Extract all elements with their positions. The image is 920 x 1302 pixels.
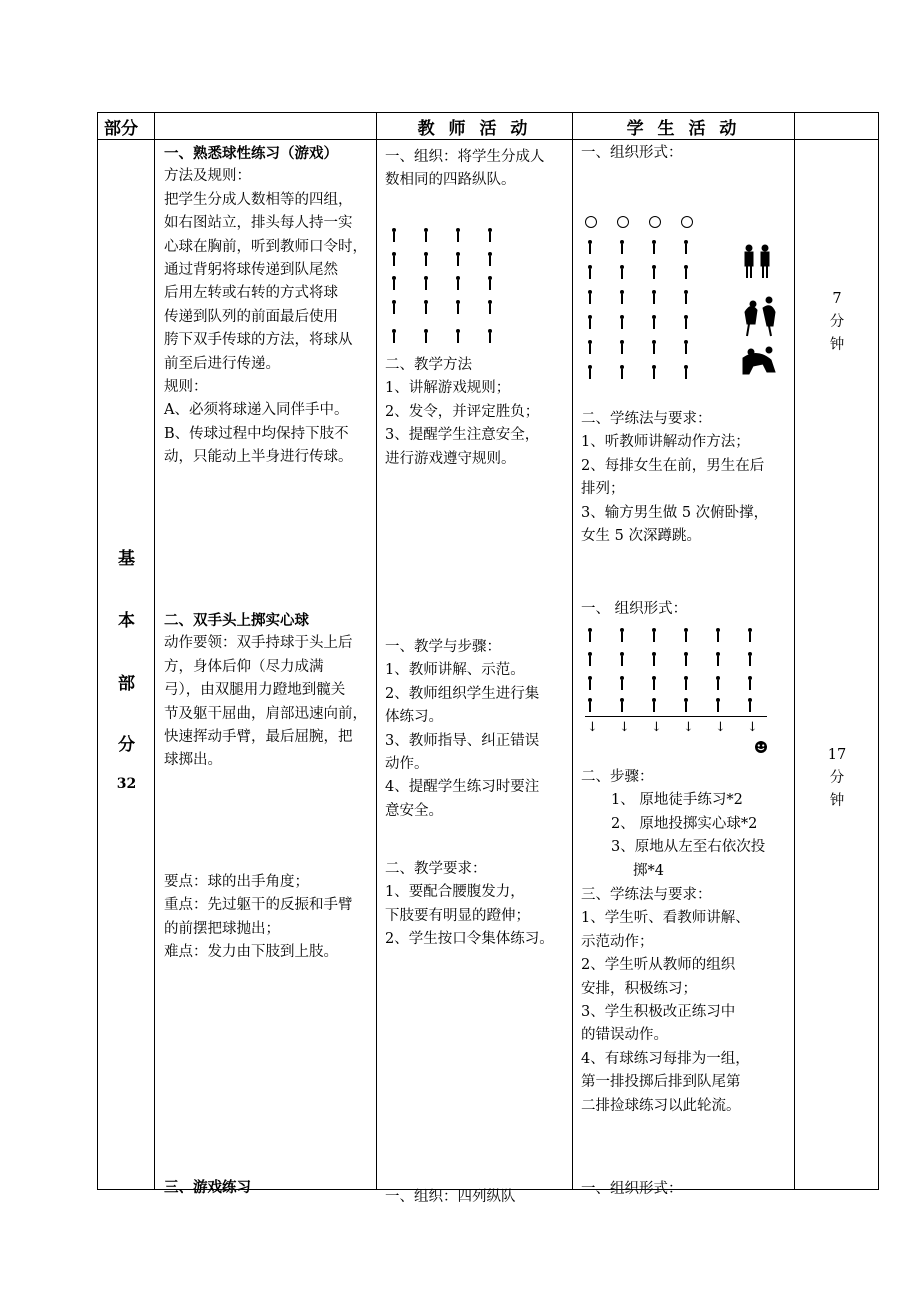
person-icon xyxy=(587,265,593,279)
circle-icon xyxy=(617,216,629,228)
teacher-step-line: 2、教师组织学生进行集 xyxy=(385,685,540,702)
student-req2-line: 4、有球练习每排为一组， xyxy=(581,1050,750,1067)
section1-line: 通过背躬将球传递到队尾然 xyxy=(164,262,338,279)
teacher-formation-diagram xyxy=(377,228,573,348)
section1-line: 后用左转或右转的方式将球 xyxy=(164,285,338,302)
person-icon xyxy=(587,698,593,712)
person-icon xyxy=(683,652,689,666)
student-req2-line: 二排捡球练习以此轮流。 xyxy=(581,1097,741,1114)
teacher-method-line: 3、提醒学生注意安全， xyxy=(385,427,540,444)
teacher-cell xyxy=(377,140,573,1205)
student-cell xyxy=(573,140,795,1197)
person-icon xyxy=(683,265,689,279)
teacher-method-line: 2、发令，并评定胜负； xyxy=(385,403,540,420)
person-icon xyxy=(455,228,461,242)
student-req2-line: 3、学生积极改正练习中 xyxy=(581,1004,736,1021)
person-icon xyxy=(619,315,625,329)
time-block-2 xyxy=(795,744,879,813)
person-icon xyxy=(455,300,461,314)
header-part: 部分 xyxy=(98,113,155,140)
section1-line: 胯下双手传球的方法，将球从 xyxy=(164,332,353,349)
person-icon xyxy=(587,340,593,354)
person-icon xyxy=(683,698,689,712)
person-icon xyxy=(619,340,625,354)
person-icon xyxy=(455,252,461,266)
person-icon xyxy=(651,365,657,379)
time-value: 17 xyxy=(827,747,847,763)
person-icon xyxy=(651,290,657,304)
time-block-1 xyxy=(795,288,879,357)
person-icon xyxy=(683,240,689,254)
person-icon xyxy=(423,276,429,290)
student-step-line: 掷*4 xyxy=(633,862,664,879)
person-icon xyxy=(391,329,397,343)
down-arrow-icon: ↓ xyxy=(747,720,758,735)
circle-icon xyxy=(585,216,597,228)
student-req2-line: 1、学生听、看教师讲解、 xyxy=(581,910,750,927)
down-arrow-icon: ↓ xyxy=(651,720,662,735)
person-icon xyxy=(747,652,753,666)
header-student: 学 生 活 动 xyxy=(573,113,795,140)
person-icon xyxy=(683,340,689,354)
teacher-org xyxy=(385,146,571,193)
person-icon xyxy=(391,252,397,266)
teacher-steps xyxy=(385,636,571,823)
section2-line: 球掷出。 xyxy=(164,752,222,769)
teacher-org-line: 一、组织：将学生分成人 xyxy=(385,149,545,165)
student-req-line: 二、学练法与要求： xyxy=(581,411,712,427)
person-icon xyxy=(487,252,493,266)
section1-line: 传递到队列的前面最后使用 xyxy=(164,308,338,325)
person-icon xyxy=(391,300,397,314)
person-icon xyxy=(487,329,493,343)
circle-icon xyxy=(681,216,693,228)
student-req2-line: 第一排投掷后排到队尾第 xyxy=(581,1074,741,1091)
section1 xyxy=(164,142,376,470)
person-icon xyxy=(619,652,625,666)
person-icon xyxy=(455,329,461,343)
person-icon xyxy=(683,628,689,642)
section1-line: 动，只能动上半身进行传球。 xyxy=(164,449,353,466)
section2-points xyxy=(164,871,376,965)
person-icon xyxy=(715,628,721,642)
person-icon xyxy=(423,300,429,314)
part-label-4: 分 xyxy=(118,735,135,755)
section1-line: A、必须将球递入同伴手中。 xyxy=(164,402,349,419)
person-icon xyxy=(651,240,657,254)
part-minutes: 32 xyxy=(116,776,137,792)
student-step-line: 2、 原地投掷实心球*2 xyxy=(611,815,758,832)
teacher-req-line: 下肢要有明显的蹬伸； xyxy=(385,907,530,924)
person-icon xyxy=(587,315,593,329)
section1-line: 方法及规则： xyxy=(164,168,251,185)
student-req-line: 排列； xyxy=(581,481,625,498)
person-icon xyxy=(683,365,689,379)
student-step-line: 3、原地从左至右依次投 xyxy=(611,839,766,856)
header-content xyxy=(155,113,377,140)
person-icon xyxy=(651,315,657,329)
person-icon xyxy=(587,290,593,304)
header-time xyxy=(795,113,879,140)
person-icon xyxy=(747,676,753,690)
section1-line: 规则： xyxy=(164,379,208,396)
point-line: 要点：球的出手角度； xyxy=(164,874,309,890)
person-icon xyxy=(715,652,721,666)
down-arrow-icon: ↓ xyxy=(715,720,726,735)
person-icon xyxy=(487,276,493,290)
student-req2-line: 三、学练法与要求： xyxy=(581,887,712,903)
person-icon xyxy=(651,676,657,690)
person-icon xyxy=(619,240,625,254)
content-cell xyxy=(155,140,377,1196)
person-icon xyxy=(423,228,429,242)
time-unit: 分 xyxy=(829,770,845,786)
teacher-req-line: 二、教学要求： xyxy=(385,861,487,877)
student-org-2: 一、 组织形式： xyxy=(581,601,688,617)
person-icon xyxy=(391,228,397,242)
point-line: 难点：发力由下肢到上肢。 xyxy=(164,944,338,961)
person-icon xyxy=(651,340,657,354)
student-formation-diagram-1 xyxy=(573,216,795,386)
teacher-org-line: 数相同的四路纵队。 xyxy=(385,172,516,189)
person-icon xyxy=(587,365,593,379)
person-icon xyxy=(715,676,721,690)
section2-title: 二、双手头上掷实心球 xyxy=(164,612,309,629)
person-icon xyxy=(619,676,625,690)
student-req2-line: 安排，积极练习； xyxy=(581,980,697,997)
student-req2-line: 2、学生听从教师的组织 xyxy=(581,957,736,974)
student-req2-line: 的错误动作。 xyxy=(581,1027,668,1044)
teacher-step-line: 1、教师讲解、示范。 xyxy=(385,662,525,679)
student-step-line: 1、 原地徒手练习*2 xyxy=(611,792,743,809)
teacher-method-line: 进行游戏遵守规则。 xyxy=(385,450,516,467)
down-arrow-icon: ↓ xyxy=(587,720,598,735)
part-label-1: 基 xyxy=(118,549,135,569)
teacher-req-line: 1、要配合腰腹发力， xyxy=(385,884,525,901)
header-teacher: 教 师 活 动 xyxy=(377,113,573,140)
section1-line: 把学生分成人数相等的四组， xyxy=(164,191,353,208)
teacher-org-3: 一、组织：四列纵队 xyxy=(385,1189,516,1205)
teacher-method xyxy=(385,354,571,471)
person-icon xyxy=(619,290,625,304)
teacher-method-line: 1、讲解游戏规则； xyxy=(385,380,511,397)
section2-line: 快速挥动手臂，最后屈腕，把 xyxy=(164,729,353,746)
time-unit: 分 xyxy=(829,314,845,330)
teacher-requirements xyxy=(385,858,571,952)
section3-title: 三、游戏练习 xyxy=(164,1179,251,1196)
student-req-line: 女生 5 次深蹲跳。 xyxy=(581,528,701,545)
person-icon xyxy=(619,265,625,279)
student-req-line: 3、输方男生做 5 次俯卧撑， xyxy=(581,504,769,521)
student-step-line: 二、步骤： xyxy=(581,769,654,785)
person-icon xyxy=(651,628,657,642)
person-icon xyxy=(587,240,593,254)
person-icon xyxy=(651,652,657,666)
time-value: 7 xyxy=(832,291,842,307)
section2-line: 方，身体后仰（尽力成满 xyxy=(164,658,324,675)
person-icon xyxy=(747,628,753,642)
section1-title: 一、熟悉球性练习（游戏） xyxy=(164,145,338,162)
ball-passing-illustration xyxy=(741,244,781,384)
section1-line: B、传球过程中均保持下肢不 xyxy=(164,425,349,442)
person-icon xyxy=(587,676,593,690)
teacher-step-line: 4、提醒学生练习时要注 xyxy=(385,779,540,796)
time-unit: 钟 xyxy=(829,337,845,353)
person-icon xyxy=(487,228,493,242)
part-label-2: 本 xyxy=(118,611,135,631)
teacher-method-line: 二、教学方法 xyxy=(385,357,472,373)
student-formation-diagram-2 xyxy=(573,628,795,758)
point-line: 的前摆把球抛出； xyxy=(164,920,280,937)
student-req2-line: 示范动作； xyxy=(581,933,654,950)
time-unit: 钟 xyxy=(829,793,845,809)
person-icon xyxy=(747,698,753,712)
section1-line: 如右图站立，排头每人持一实 xyxy=(164,215,353,232)
part-label-3: 部 xyxy=(118,674,135,694)
person-icon xyxy=(619,698,625,712)
section1-line: 心球在胸前，听到教师口令时， xyxy=(164,238,367,255)
student-org-3: 一、组织形式： xyxy=(581,1181,683,1197)
student-requirements-1 xyxy=(581,408,793,548)
person-icon xyxy=(651,698,657,712)
person-icon xyxy=(651,265,657,279)
person-icon xyxy=(423,252,429,266)
person-icon xyxy=(391,276,397,290)
student-steps xyxy=(581,766,793,883)
circle-icon xyxy=(649,216,661,228)
throwing-line xyxy=(585,716,767,717)
down-arrow-icon: ↓ xyxy=(619,720,630,735)
person-icon xyxy=(587,652,593,666)
person-icon xyxy=(587,628,593,642)
student-req-line: 2、每排女生在前，男生在后 xyxy=(581,457,765,474)
teacher-step-line: 体练习。 xyxy=(385,709,443,726)
person-icon xyxy=(619,365,625,379)
teacher-step-line: 一、教学与步骤： xyxy=(385,639,501,655)
teacher-req-line: 2、学生按口令集体练习。 xyxy=(385,931,554,948)
teacher-step-line: 动作。 xyxy=(385,756,429,773)
section2-line: 节及躯干屈曲，肩部迅速向前， xyxy=(164,705,367,722)
student-req-line: 1、听教师讲解动作方法； xyxy=(581,434,750,451)
person-icon xyxy=(455,276,461,290)
smiley-icon xyxy=(754,740,768,754)
lesson-plan-table xyxy=(97,112,879,1205)
person-icon xyxy=(487,300,493,314)
person-icon xyxy=(423,329,429,343)
person-icon xyxy=(683,315,689,329)
person-icon xyxy=(683,676,689,690)
part-cell xyxy=(98,140,155,1190)
person-icon xyxy=(683,290,689,304)
section2 xyxy=(164,609,376,773)
person-icon xyxy=(715,698,721,712)
teacher-step-line: 3、教师指导、纠正错误 xyxy=(385,732,540,749)
point-line: 重点：先过躯干的反振和手臂 xyxy=(164,897,353,914)
section1-line: 前至后进行传递。 xyxy=(164,355,280,372)
person-icon xyxy=(619,628,625,642)
section2-line: 弓），由双腿用力蹬地到髋关 xyxy=(164,682,346,699)
student-org-1: 一、组织形式： xyxy=(581,145,683,161)
teacher-step-line: 意安全。 xyxy=(385,802,443,819)
section2-line: 动作要领：双手持球于头上后 xyxy=(164,635,353,652)
student-requirements-2 xyxy=(581,884,793,1118)
time-cell xyxy=(795,140,879,1190)
down-arrow-icon: ↓ xyxy=(683,720,694,735)
